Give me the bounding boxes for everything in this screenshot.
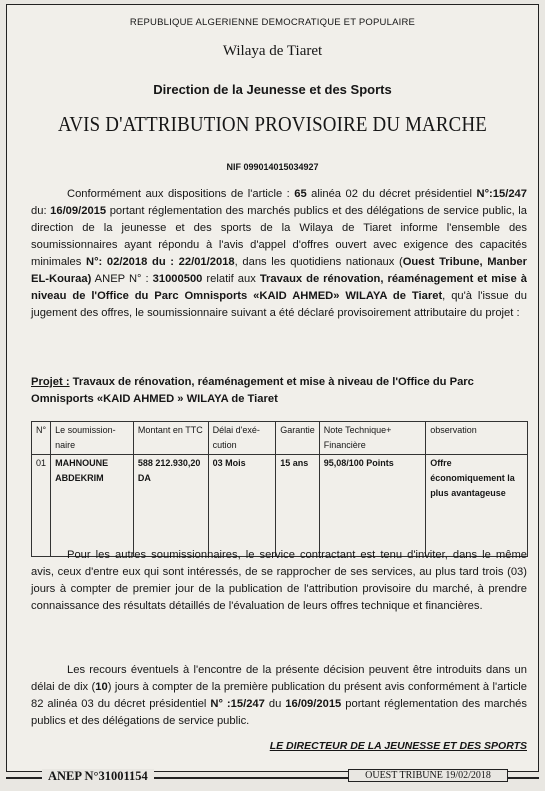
text-run: portant réglementation des marchés publics et des délégations de service public. <box>31 698 527 727</box>
nif-number: NIF 099014015034927 <box>226 162 319 172</box>
bold-run: 10 <box>95 681 108 693</box>
project-label: Projet : <box>31 376 70 388</box>
signature-line: LE DIRECTEUR DE LA JEUNESSE ET DES SPORTS <box>269 740 527 752</box>
wilaya-name: Wilaya de Tiaret <box>222 43 323 59</box>
footer-rule-right <box>508 777 539 779</box>
col-header-amount: Montant en TTC <box>133 422 208 455</box>
footer-rule-middle <box>150 777 350 779</box>
text-run: du <box>264 698 286 710</box>
footer-rule-left <box>6 777 46 779</box>
col-header-score: Note Technique+ Financière <box>319 422 425 455</box>
cell-score: 95,08/100 Points <box>319 455 425 557</box>
col-header-guarantee: Garantie <box>276 422 320 455</box>
cell-bidder: MAHNOUNE ABDEKRIM <box>51 455 134 557</box>
col-header-number: N° <box>32 422 51 455</box>
bold-run: N° :15/247 <box>210 698 265 710</box>
anep-number: ANEP N°31001154 <box>42 769 154 784</box>
notice-title: AVIS D'ATTRIBUTION PROVISOIRE DU MARCHE <box>57 112 488 136</box>
republic-header: REPUBLIQUE ALGERIENNE DEMOCRATIQUE ET POPULAIRE <box>129 17 416 28</box>
bold-run: 65 <box>294 188 307 200</box>
bold-run: N°: 02/2018 du : 22/01/2018 <box>86 256 235 268</box>
bold-run: 16/09/2015 <box>50 205 107 217</box>
col-header-observation: observation <box>426 422 528 455</box>
cell-number: 01 <box>32 455 51 557</box>
bold-run: 31000500 <box>152 273 203 285</box>
col-header-delay: Délai d'exé-cution <box>208 422 276 455</box>
text-run: ANEP N° : <box>91 273 153 285</box>
paragraph-appeals <box>31 662 527 730</box>
publication-source: OUEST TRIBUNE 19/02/2018 <box>348 769 508 782</box>
bold-run: Travaux de rénovation, réaménagement et mise à niveau de l'Office du Parc Omnisports «KAID AHMED» WILAYA de Tiaret <box>31 273 527 302</box>
text-run: du: <box>31 205 51 217</box>
text-run: relatif aux <box>202 273 260 285</box>
text-run: ) jours à compter de la première publication du présent avis conformément à l'article 82 alinéa 03 du décret présidentiel <box>31 681 527 710</box>
text-run: , dans les quotidiens nationaux ( <box>234 256 403 268</box>
bold-run: 16/09/2015 <box>285 698 342 710</box>
text-run: , qu'à l'issue du jugement des offres, le soumissionnaire suivant a été déclaré provisoirement attributaire du projet : <box>31 290 528 319</box>
notice-frame <box>6 4 539 772</box>
cell-observation: Offre économiquement la plus avantageuse <box>426 455 528 557</box>
bold-run: Ouest Tribune, Manber EL-Kouraa) <box>31 256 527 285</box>
bold-run: N°:15/247 <box>476 188 527 200</box>
project-text: Travaux de rénovation, réaménagement et mise à niveau de l'Office du Parc Omnisports «KAID AHMED » WILAYA de Tiaret <box>31 376 474 405</box>
col-header-bidder: Le soumission-naire <box>51 422 134 455</box>
paragraph-other-bidders: Pour les autres soumissionnaires, le service contractant est tenu d'inviter, dans le même avis, ceux d'entre eux qui sont intéressés, de se rapprocher de ses services, au plus tard trois (03) jours à compter de premier jour de la publication de l'attribution provisoire du marché, à prendre connaissance des résultats détaillés de l'évaluation de leurs offres technique et financières. <box>31 549 527 612</box>
text-run: portant réglementation des marchés publics et des délégations de service public, la direction de la jeunesse et des sports de la Wilaya de Tiaret informe l'ensemble des soumissionnaires ayant répondu à l'avis d'appel d'offres ouvert avec exigence des capacités minimales <box>31 205 527 268</box>
table-row <box>32 455 528 557</box>
table-header-row <box>32 422 528 455</box>
text-run: Les recours éventuels à l'encontre de la présente décision peuvent être introduits dans un délai de dix ( <box>31 664 527 693</box>
paragraph-intro <box>31 186 527 322</box>
cell-guarantee: 15 ans <box>276 455 320 557</box>
cell-amount: 588 212.930,20 DA <box>133 455 208 557</box>
text-run: Conformément aux dispositions de l'article : <box>67 188 295 200</box>
direction-name: Direction de la Jeunesse et des Sports <box>153 82 392 97</box>
project-line <box>31 374 527 408</box>
text-run: alinéa 02 du décret présidentiel <box>306 188 477 200</box>
cell-delay: 03 Mois <box>208 455 276 557</box>
attribution-table <box>31 421 528 557</box>
